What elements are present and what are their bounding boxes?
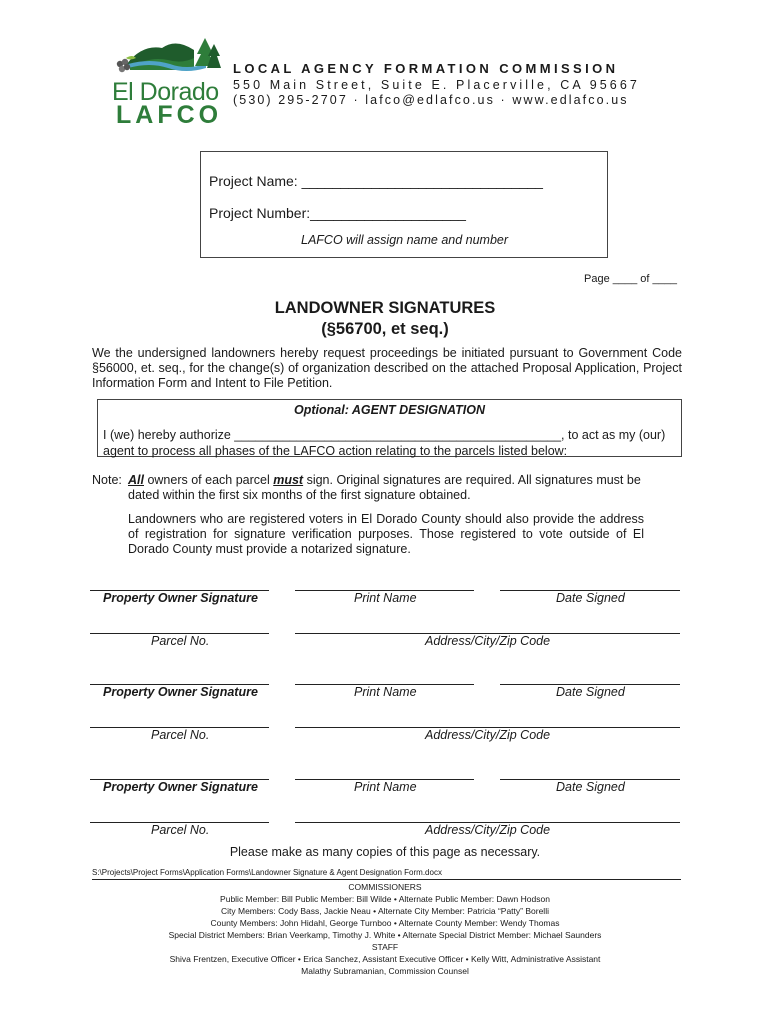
project-number-field[interactable]: Project Number:____________________ [209,205,466,221]
agent-designation-box [97,399,682,457]
parcel-number-label: Parcel No. [151,823,210,837]
note-label: Note: [92,473,122,487]
file-path: S:\Projects\Project Forms\Application Forms\Landowner Signature & Agent Designation Form.docx [92,868,442,877]
address-label: Address/City/Zip Code [425,634,551,648]
organization-name: LOCAL AGENCY FORMATION COMMISSION [233,61,619,76]
project-name-field[interactable]: Project Name: _______________________________ [209,173,543,189]
note-paragraph-2: Landowners who are registered voters in El Dorado County should also provide the address of registration for signature verification purposes. Those registered to vote outside of El Dorado County must provide a notarized signature. [128,512,644,556]
logo-text-el-dorado: El Dorado [112,78,219,106]
logo-text-lafco: LAFCO [116,101,223,129]
project-info-box [200,151,608,258]
city-members: City Members: Cody Bass, Jackie Neau • Alternate City Member: Patricia “Patty” Borelli [221,906,549,916]
print-name-label: Print Name [354,780,417,794]
agent-authorize-text: agent to process all phases of the LAFCO action relating to the parcels listed below: [103,444,568,458]
staff-members: Shiva Frentzen, Executive Officer • Erica Sanchez, Assistant Executive Officer • Kelly Witt, Administrative Assistant [169,954,601,964]
el-dorado-lafco-logo [110,34,223,129]
agent-designation-title: Optional: AGENT DESIGNATION [294,403,485,417]
commission-counsel: Malathy Subramanian, Commission Counsel [301,966,469,976]
intro-paragraph: We the undersigned landowners hereby request proceedings be initiated pursuant to Government Code §56000, et. seq., for the change(s) of organization described on the attached Proposal Application, Project Information Form and Intent to File Petition. [92,346,682,390]
copies-note: Please make as many copies of this page as necessary. [229,845,541,859]
form-subtitle: (§56700, et seq.) [321,320,449,338]
note-must-emphasis: must [273,473,304,487]
form-title: LANDOWNER SIGNATURES [274,299,496,317]
footer-roster [0,881,770,977]
note-text-a: owners of each parcel [143,473,274,487]
staff-heading: STAFF [371,942,399,952]
county-members: County Members: John Hidahl, George Turnboo • Alternate County Member: Wendy Thomas [210,918,560,928]
print-name-label: Print Name [354,685,417,699]
project-box-note: LAFCO will assign name and number [301,233,509,247]
date-signed-label: Date Signed [556,685,625,699]
organization-contact: (530) 295-2707 · lafco@edlafco.us · www.edlafco.us [233,93,629,107]
note-text-b: sign. Original signatures are required. All signatures must be dated within the first six months of the first signature obtained. [128,473,641,502]
agent-authorize-field[interactable]: I (we) hereby authorize _______________________________________________, to act as my (our) [103,428,666,442]
owner-signature-label: Property Owner Signature [103,780,258,794]
note-all-emphasis: All [128,473,144,487]
organization-address: 550 Main Street, Suite E. Placerville, CA 95667 [233,78,640,92]
parcel-number-label: Parcel No. [151,728,210,742]
page-of-indicator[interactable]: Page ____ of ____ [584,273,677,285]
commissioners-heading: COMMISSIONERS [348,882,422,892]
special-district-members: Special District Members: Brian Veerkamp, Timothy J. White • Alternate Special District Member: Michael Saunders [168,930,602,940]
logo-graphic [110,34,222,84]
address-label: Address/City/Zip Code [425,823,551,837]
footer-divider [92,879,681,880]
note-paragraph-1 [128,473,648,503]
print-name-label: Print Name [354,591,417,605]
owner-signature-label: Property Owner Signature [103,591,258,605]
date-signed-label: Date Signed [556,591,625,605]
date-signed-label: Date Signed [556,780,625,794]
address-label: Address/City/Zip Code [425,728,551,742]
owner-signature-label: Property Owner Signature [103,685,258,699]
parcel-number-label: Parcel No. [151,634,210,648]
public-members: Public Member: Bill Public Member: Bill Wilde • Alternate Public Member: Dawn Hodson [220,894,550,904]
